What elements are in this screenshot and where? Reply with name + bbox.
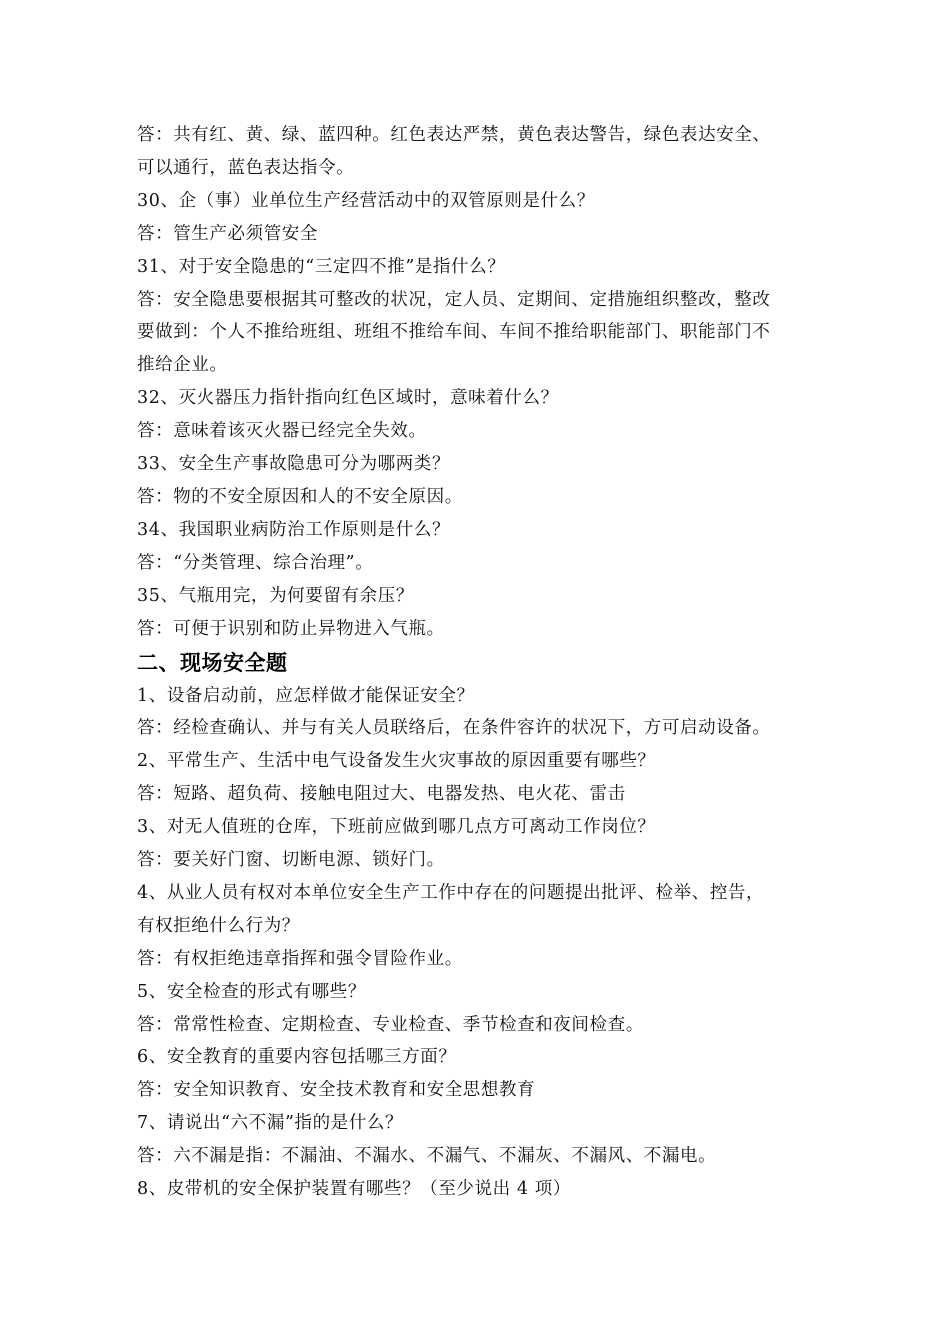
answer-line: 答：安全知识教育、安全技术教育和安全思想教育	[137, 1080, 536, 1101]
question-line: 5、安全检查的形式有哪些？	[137, 981, 366, 1002]
answer-line: 答：安全隐患要根据其可整改的状况，定人员、定期间、定措施组织整改，整改	[137, 289, 771, 310]
answer-line: 答：要关好门窗、切断电源、锁好门。	[137, 850, 445, 871]
question-line: 32、灭火器压力指针指向红色区域时，意味着什么？	[137, 388, 559, 409]
text-line: 答：共有红、黄、绿、蓝四种。红色表达严禁，黄色表达警告，绿色表达安全、	[137, 125, 771, 145]
question-line: 33、安全生产事故隐患可分为哪两类？	[137, 454, 451, 475]
answer-line: 答：六不漏是指：不漏油、不漏水、不漏气、不漏灰、不漏风、不漏电。	[137, 1146, 717, 1167]
document-body	[137, 119, 817, 1206]
answer-line: 答：“分类管理、综合治理”。	[137, 552, 374, 573]
text-line: 可以通行，蓝色表达指令。	[137, 157, 355, 178]
answer-line: 答：意味着该灭火器已经完全失效。	[137, 421, 427, 442]
answer-line: 答：常常性检查、定期检查、专业检查、季节检查和夜间检查。	[137, 1014, 644, 1035]
question-line: 6、安全教育的重要内容包括哪三方面？	[137, 1047, 457, 1068]
question-line: 34、我国职业病防治工作原则是什么？	[137, 519, 451, 540]
text-line: 推给企业。	[137, 355, 228, 376]
question-line: 35、气瓶用完，为何要留有余压？	[137, 585, 414, 606]
answer-line: 答：短路、超负荷、接触电阻过大、电器发热、电火花、雷击	[137, 784, 626, 805]
answer-line: 答：可便于识别和防止异物进入气瓶。	[137, 618, 445, 639]
question-line: 7、请说出“六不漏”指的是什么？	[137, 1113, 404, 1134]
question-line: 1、设备启动前，应怎样做才能保证安全？	[137, 685, 475, 706]
answer-line: 答：有权拒绝违章指挥和强令冒险作业。	[137, 948, 463, 969]
question-line: 30、企（事）业单位生产经营活动中的双管原则是什么？	[137, 190, 595, 211]
answer-line: 答：经检查确认、并与有关人员联络后，在条件容许的状况下，方可启动设备。	[137, 718, 771, 739]
question-line: 31、对于安全隐患的“三定四不推”是指什么？	[137, 256, 506, 277]
question-line: 4、从业人员有权对本单位安全生产工作中存在的问题提出批评、检举、控告，	[137, 882, 765, 903]
question-line: 8、皮带机的安全保护装置有哪些？（至少说出 4 项）	[137, 1179, 571, 1200]
question-line: 2、平常生产、生活中电气设备发生火灾事故的原因重要有哪些？	[137, 751, 656, 772]
text-line: 要做到：个人不推给班组、班组不推给车间、车间不推给职能部门、职能部门不	[137, 322, 771, 343]
answer-line: 答：物的不安全原因和人的不安全原因。	[137, 486, 463, 507]
text-line: 有权拒绝什么行为？	[137, 915, 300, 936]
section-heading: 二、现场安全题	[137, 650, 288, 675]
question-line: 3、对无人值班的仓库，下班前应做到哪几点方可离动工作岗位？	[137, 817, 656, 838]
answer-line: 答：管生产必须管安全	[137, 223, 318, 244]
